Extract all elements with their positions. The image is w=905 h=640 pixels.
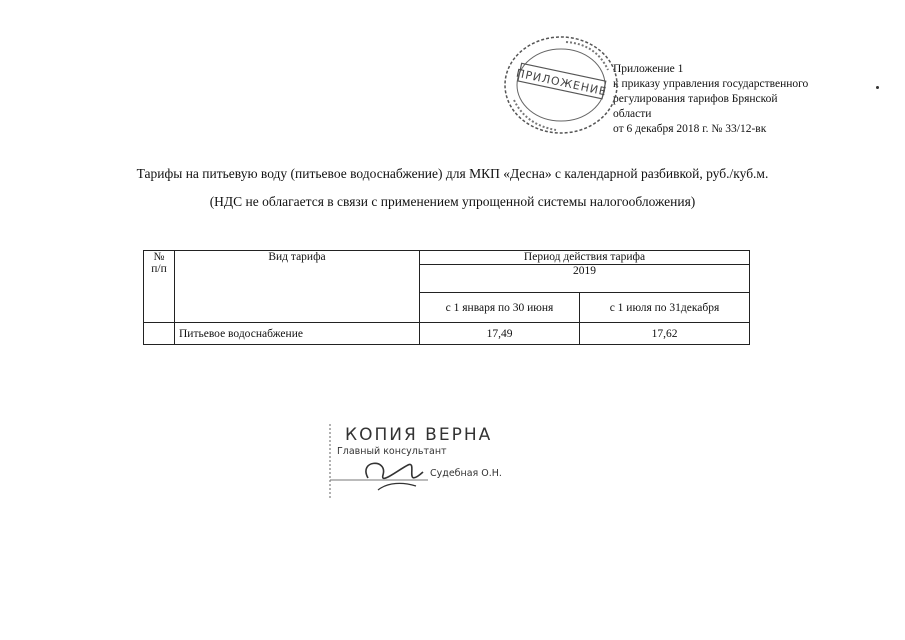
certification-role: Главный консультант [337, 446, 447, 457]
header-kind: Вид тарифа [175, 251, 420, 323]
certification-title: КОПИЯ ВЕРНА [345, 425, 493, 445]
appendix-block [613, 62, 853, 137]
page-subtitle: (НДС не облагается в связи с применением упрощенной системы налогообложения) [209, 194, 696, 209]
page-title: Тарифы на питьевую воду (питьевое водоснабжение) для МКП «Десна» с календарной разбивкой, руб./куб.м. [136, 166, 769, 181]
row-value-1: 17,49 [420, 323, 580, 345]
certification-name: Судебная О.Н. [430, 468, 502, 479]
appendix-line: от 6 декабря 2018 г. № 33/12-вк [613, 123, 767, 135]
row-kind: Питьевое водоснабжение [175, 323, 420, 345]
header-period-1: с 1 января по 30 июня [420, 293, 580, 323]
appendix-line: Приложение 1 [613, 63, 684, 75]
header-num: № п/п [144, 251, 175, 323]
appendix-line: регулирования тарифов Брянской [613, 93, 778, 105]
row-value-2: 17,62 [580, 323, 750, 345]
table-row [144, 323, 750, 345]
round-stamp-icon [496, 30, 626, 140]
header-period: Период действия тарифа [420, 251, 750, 265]
appendix-line: области [613, 108, 652, 120]
appendix-line: к приказу управления государственного [613, 78, 809, 90]
tariff-table [143, 250, 750, 345]
svg-text:ПРИЛОЖЕНИЕ: ПРИЛОЖЕНИЕ [515, 66, 609, 99]
header-year: 2019 [420, 265, 750, 293]
scan-speck [876, 86, 879, 89]
row-num [144, 323, 175, 345]
header-period-2: с 1 июля по 31декабря [580, 293, 750, 323]
